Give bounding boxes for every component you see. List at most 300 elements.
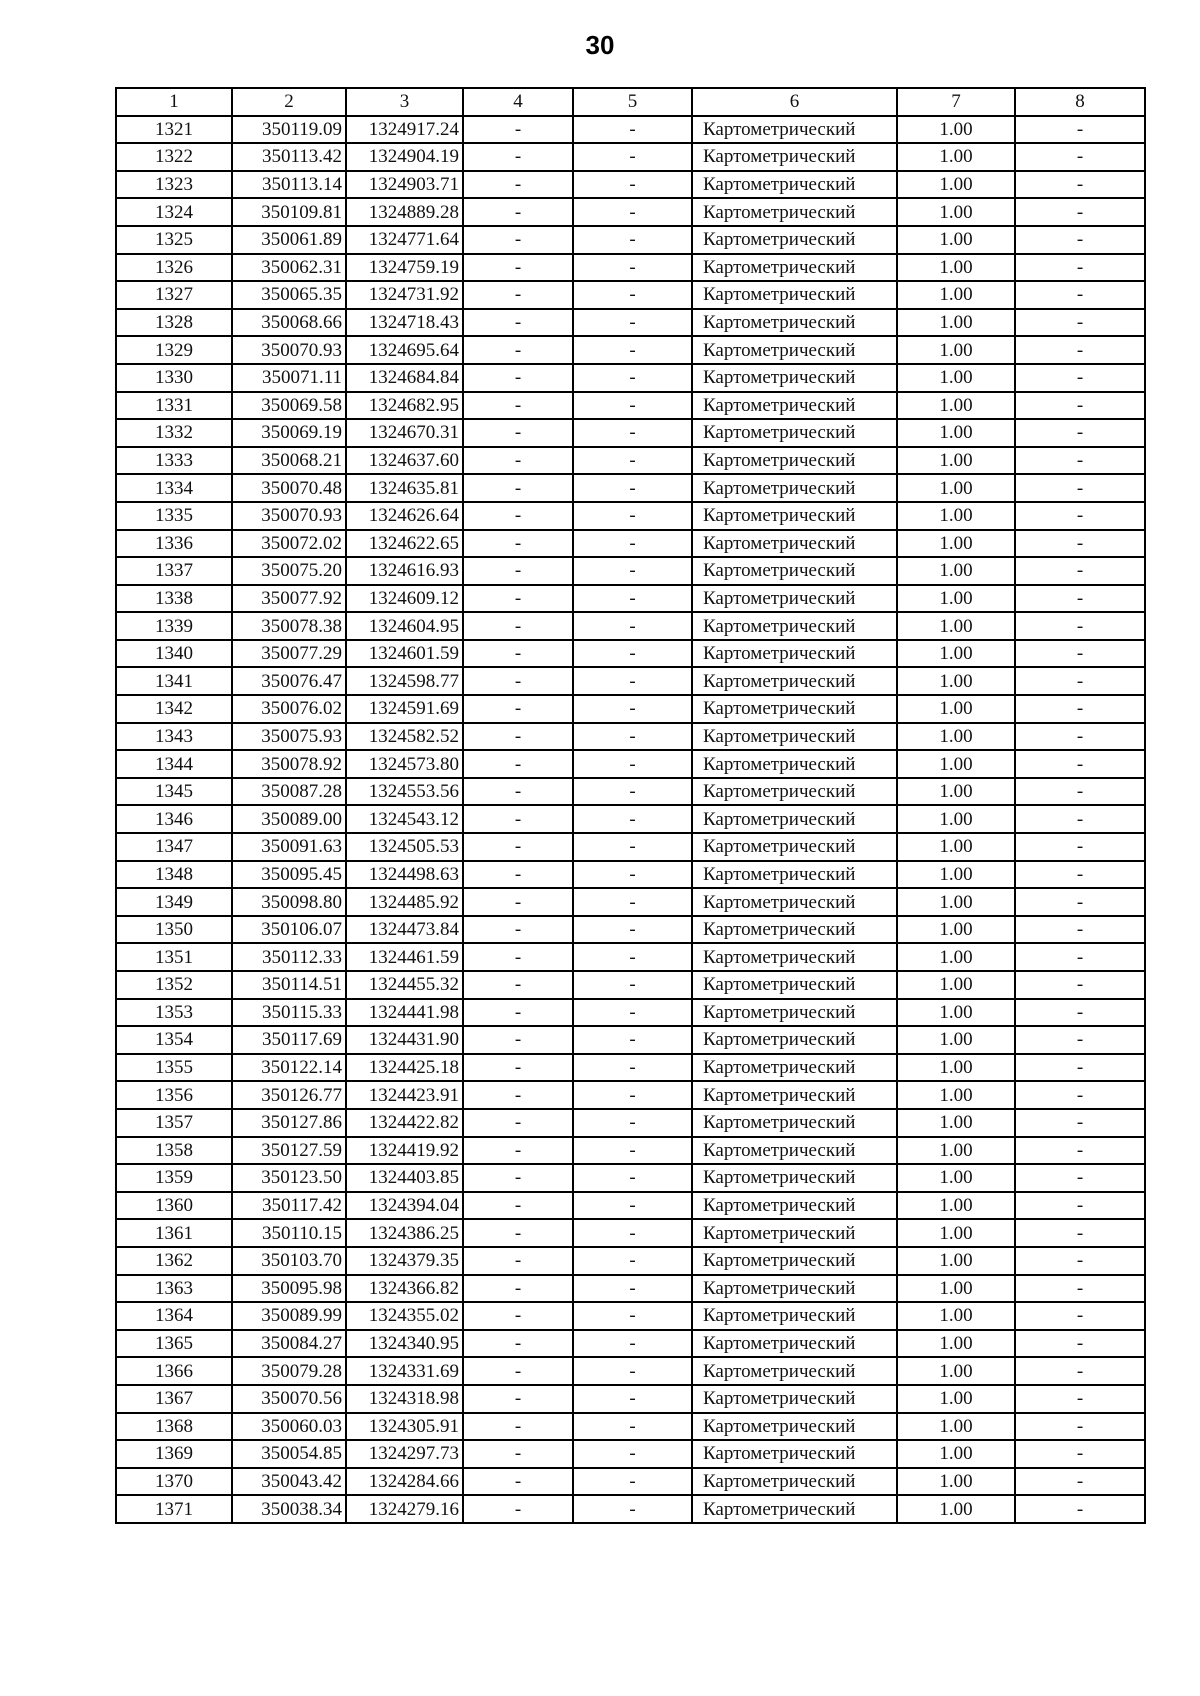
point-number-cell: 1352 — [116, 971, 232, 999]
table-row — [116, 419, 1145, 447]
accuracy-cell: 1.00 — [897, 999, 1015, 1027]
y-coordinate-cell: 1324403.85 — [346, 1164, 463, 1192]
col8-cell: - — [1015, 1385, 1145, 1413]
point-number-cell: 1361 — [116, 1219, 232, 1247]
col5-cell: - — [573, 750, 692, 778]
table-row — [116, 1081, 1145, 1109]
col8-cell: - — [1015, 1275, 1145, 1303]
x-coordinate-cell: 350091.63 — [232, 833, 346, 861]
col4-cell: - — [463, 750, 573, 778]
method-cell: Картометрический — [692, 1081, 897, 1109]
page-number: 30 — [585, 30, 615, 60]
method-cell: Картометрический — [692, 943, 897, 971]
col4-cell: - — [463, 667, 573, 695]
col5-cell: - — [573, 419, 692, 447]
point-number-cell: 1368 — [116, 1413, 232, 1441]
x-coordinate-cell: 350117.69 — [232, 1026, 346, 1054]
col8-cell: - — [1015, 612, 1145, 640]
table-header-row — [116, 88, 1145, 116]
method-cell: Картометрический — [692, 1275, 897, 1303]
col4-cell: - — [463, 392, 573, 420]
x-coordinate-cell: 350095.98 — [232, 1275, 346, 1303]
col4-cell: - — [463, 1137, 573, 1165]
col8-cell: - — [1015, 640, 1145, 668]
method-cell: Картометрический — [692, 116, 897, 144]
method-cell: Картометрический — [692, 1247, 897, 1275]
table-row — [116, 750, 1145, 778]
col5-cell: - — [573, 1164, 692, 1192]
method-cell: Картометрический — [692, 1440, 897, 1468]
col8-cell: - — [1015, 1330, 1145, 1358]
accuracy-cell: 1.00 — [897, 198, 1015, 226]
method-cell: Картометрический — [692, 1054, 897, 1082]
x-coordinate-cell: 350075.20 — [232, 557, 346, 585]
table-row — [116, 226, 1145, 254]
x-coordinate-cell: 350098.80 — [232, 888, 346, 916]
x-coordinate-cell: 350076.47 — [232, 667, 346, 695]
col4-cell: - — [463, 1219, 573, 1247]
accuracy-cell: 1.00 — [897, 1054, 1015, 1082]
point-number-cell: 1350 — [116, 916, 232, 944]
col4-cell: - — [463, 116, 573, 144]
col4-cell: - — [463, 1275, 573, 1303]
col5-cell: - — [573, 1495, 692, 1523]
method-cell: Картометрический — [692, 474, 897, 502]
x-coordinate-cell: 350110.15 — [232, 1219, 346, 1247]
x-coordinate-cell: 350089.00 — [232, 805, 346, 833]
x-coordinate-cell: 350117.42 — [232, 1192, 346, 1220]
x-coordinate-cell: 350072.02 — [232, 530, 346, 558]
accuracy-cell: 1.00 — [897, 530, 1015, 558]
x-coordinate-cell: 350070.48 — [232, 474, 346, 502]
point-number-cell: 1324 — [116, 198, 232, 226]
method-cell: Картометрический — [692, 309, 897, 337]
x-coordinate-cell: 350112.33 — [232, 943, 346, 971]
x-coordinate-cell: 350077.92 — [232, 585, 346, 613]
table-row — [116, 447, 1145, 475]
col8-cell: - — [1015, 667, 1145, 695]
x-coordinate-cell: 350127.59 — [232, 1137, 346, 1165]
col8-cell: - — [1015, 1109, 1145, 1137]
method-cell: Картометрический — [692, 198, 897, 226]
y-coordinate-cell: 1324573.80 — [346, 750, 463, 778]
col8-cell: - — [1015, 1413, 1145, 1441]
col8-cell: - — [1015, 971, 1145, 999]
x-coordinate-cell: 350070.56 — [232, 1385, 346, 1413]
method-cell: Картометрический — [692, 695, 897, 723]
method-cell: Картометрический — [692, 1164, 897, 1192]
table-row — [116, 336, 1145, 364]
point-number-cell: 1329 — [116, 336, 232, 364]
col4-cell: - — [463, 778, 573, 806]
col8-cell: - — [1015, 999, 1145, 1027]
col5-cell: - — [573, 833, 692, 861]
method-cell: Картометрический — [692, 1302, 897, 1330]
y-coordinate-cell: 1324616.93 — [346, 557, 463, 585]
col4-cell: - — [463, 723, 573, 751]
point-number-cell: 1333 — [116, 447, 232, 475]
col5-cell: - — [573, 557, 692, 585]
table-row — [116, 1026, 1145, 1054]
point-number-cell: 1327 — [116, 281, 232, 309]
accuracy-cell: 1.00 — [897, 1495, 1015, 1523]
point-number-cell: 1367 — [116, 1385, 232, 1413]
y-coordinate-cell: 1324553.56 — [346, 778, 463, 806]
y-coordinate-cell: 1324695.64 — [346, 336, 463, 364]
column-header: 2 — [232, 88, 346, 116]
y-coordinate-cell: 1324903.71 — [346, 171, 463, 199]
column-header: 8 — [1015, 88, 1145, 116]
point-number-cell: 1357 — [116, 1109, 232, 1137]
x-coordinate-cell: 350078.38 — [232, 612, 346, 640]
x-coordinate-cell: 350054.85 — [232, 1440, 346, 1468]
table-row — [116, 640, 1145, 668]
method-cell: Картометрический — [692, 171, 897, 199]
x-coordinate-cell: 350043.42 — [232, 1468, 346, 1496]
method-cell: Картометрический — [692, 1330, 897, 1358]
col4-cell: - — [463, 336, 573, 364]
col8-cell: - — [1015, 943, 1145, 971]
table-row — [116, 943, 1145, 971]
x-coordinate-cell: 350038.34 — [232, 1495, 346, 1523]
col5-cell: - — [573, 364, 692, 392]
table-row — [116, 1495, 1145, 1523]
column-header: 3 — [346, 88, 463, 116]
accuracy-cell: 1.00 — [897, 336, 1015, 364]
accuracy-cell: 1.00 — [897, 1413, 1015, 1441]
col4-cell: - — [463, 999, 573, 1027]
col5-cell: - — [573, 1275, 692, 1303]
table-body — [116, 116, 1145, 1523]
col8-cell: - — [1015, 557, 1145, 585]
col8-cell: - — [1015, 1137, 1145, 1165]
method-cell: Картометрический — [692, 392, 897, 420]
method-cell: Картометрический — [692, 1219, 897, 1247]
y-coordinate-cell: 1324582.52 — [346, 723, 463, 751]
table-row — [116, 1357, 1145, 1385]
table-row — [116, 1164, 1145, 1192]
col8-cell: - — [1015, 364, 1145, 392]
accuracy-cell: 1.00 — [897, 447, 1015, 475]
col8-cell: - — [1015, 1495, 1145, 1523]
table-row — [116, 805, 1145, 833]
coordinates-table — [115, 87, 1146, 1524]
point-number-cell: 1330 — [116, 364, 232, 392]
point-number-cell: 1337 — [116, 557, 232, 585]
point-number-cell: 1345 — [116, 778, 232, 806]
point-number-cell: 1353 — [116, 999, 232, 1027]
point-number-cell: 1322 — [116, 143, 232, 171]
accuracy-cell: 1.00 — [897, 1164, 1015, 1192]
point-number-cell: 1339 — [116, 612, 232, 640]
y-coordinate-cell: 1324422.82 — [346, 1109, 463, 1137]
x-coordinate-cell: 350106.07 — [232, 916, 346, 944]
col8-cell: - — [1015, 1247, 1145, 1275]
col5-cell: - — [573, 1440, 692, 1468]
accuracy-cell: 1.00 — [897, 474, 1015, 502]
accuracy-cell: 1.00 — [897, 805, 1015, 833]
point-number-cell: 1326 — [116, 254, 232, 282]
method-cell: Картометрический — [692, 667, 897, 695]
point-number-cell: 1370 — [116, 1468, 232, 1496]
col8-cell: - — [1015, 1440, 1145, 1468]
point-number-cell: 1356 — [116, 1081, 232, 1109]
method-cell: Картометрический — [692, 254, 897, 282]
col5-cell: - — [573, 667, 692, 695]
col8-cell: - — [1015, 281, 1145, 309]
col4-cell: - — [463, 943, 573, 971]
x-coordinate-cell: 350109.81 — [232, 198, 346, 226]
table-row — [116, 999, 1145, 1027]
point-number-cell: 1348 — [116, 861, 232, 889]
accuracy-cell: 1.00 — [897, 1302, 1015, 1330]
col5-cell: - — [573, 999, 692, 1027]
y-coordinate-cell: 1324297.73 — [346, 1440, 463, 1468]
col8-cell: - — [1015, 888, 1145, 916]
point-number-cell: 1351 — [116, 943, 232, 971]
col5-cell: - — [573, 1247, 692, 1275]
accuracy-cell: 1.00 — [897, 750, 1015, 778]
col8-cell: - — [1015, 309, 1145, 337]
table-row — [116, 143, 1145, 171]
accuracy-cell: 1.00 — [897, 1192, 1015, 1220]
col5-cell: - — [573, 1109, 692, 1137]
point-number-cell: 1366 — [116, 1357, 232, 1385]
method-cell: Картометрический — [692, 447, 897, 475]
method-cell: Картометрический — [692, 971, 897, 999]
point-number-cell: 1363 — [116, 1275, 232, 1303]
accuracy-cell: 1.00 — [897, 116, 1015, 144]
point-number-cell: 1332 — [116, 419, 232, 447]
col4-cell: - — [463, 447, 573, 475]
method-cell: Картометрический — [692, 1109, 897, 1137]
table-row — [116, 1385, 1145, 1413]
col8-cell: - — [1015, 1357, 1145, 1385]
col8-cell: - — [1015, 750, 1145, 778]
col5-cell: - — [573, 1413, 692, 1441]
table-row — [116, 281, 1145, 309]
col5-cell: - — [573, 695, 692, 723]
point-number-cell: 1344 — [116, 750, 232, 778]
y-coordinate-cell: 1324425.18 — [346, 1054, 463, 1082]
method-cell: Картометрический — [692, 1413, 897, 1441]
y-coordinate-cell: 1324601.59 — [346, 640, 463, 668]
table-row — [116, 888, 1145, 916]
x-coordinate-cell: 350123.50 — [232, 1164, 346, 1192]
table-row — [116, 916, 1145, 944]
table-row — [116, 1413, 1145, 1441]
x-coordinate-cell: 350103.70 — [232, 1247, 346, 1275]
col5-cell: - — [573, 723, 692, 751]
point-number-cell: 1364 — [116, 1302, 232, 1330]
col4-cell: - — [463, 640, 573, 668]
col5-cell: - — [573, 336, 692, 364]
col4-cell: - — [463, 474, 573, 502]
col4-cell: - — [463, 226, 573, 254]
x-coordinate-cell: 350126.77 — [232, 1081, 346, 1109]
col4-cell: - — [463, 1468, 573, 1496]
method-cell: Картометрический — [692, 778, 897, 806]
col4-cell: - — [463, 1357, 573, 1385]
point-number-cell: 1335 — [116, 502, 232, 530]
point-number-cell: 1338 — [116, 585, 232, 613]
y-coordinate-cell: 1324461.59 — [346, 943, 463, 971]
y-coordinate-cell: 1324505.53 — [346, 833, 463, 861]
y-coordinate-cell: 1324419.92 — [346, 1137, 463, 1165]
col4-cell: - — [463, 1192, 573, 1220]
x-coordinate-cell: 350122.14 — [232, 1054, 346, 1082]
col8-cell: - — [1015, 254, 1145, 282]
table-row — [116, 1137, 1145, 1165]
col4-cell: - — [463, 695, 573, 723]
col5-cell: - — [573, 861, 692, 889]
col8-cell: - — [1015, 778, 1145, 806]
col8-cell: - — [1015, 805, 1145, 833]
method-cell: Картометрический — [692, 612, 897, 640]
col4-cell: - — [463, 1440, 573, 1468]
y-coordinate-cell: 1324731.92 — [346, 281, 463, 309]
y-coordinate-cell: 1324635.81 — [346, 474, 463, 502]
table-row — [116, 723, 1145, 751]
method-cell: Картометрический — [692, 336, 897, 364]
col4-cell: - — [463, 281, 573, 309]
y-coordinate-cell: 1324284.66 — [346, 1468, 463, 1496]
col5-cell: - — [573, 309, 692, 337]
point-number-cell: 1321 — [116, 116, 232, 144]
col5-cell: - — [573, 1192, 692, 1220]
table-row — [116, 309, 1145, 337]
y-coordinate-cell: 1324718.43 — [346, 309, 463, 337]
col4-cell: - — [463, 1413, 573, 1441]
col5-cell: - — [573, 1137, 692, 1165]
y-coordinate-cell: 1324394.04 — [346, 1192, 463, 1220]
y-coordinate-cell: 1324485.92 — [346, 888, 463, 916]
y-coordinate-cell: 1324340.95 — [346, 1330, 463, 1358]
y-coordinate-cell: 1324279.16 — [346, 1495, 463, 1523]
col8-cell: - — [1015, 861, 1145, 889]
y-coordinate-cell: 1324431.90 — [346, 1026, 463, 1054]
col4-cell: - — [463, 833, 573, 861]
method-cell: Картометрический — [692, 750, 897, 778]
col4-cell: - — [463, 530, 573, 558]
method-cell: Картометрический — [692, 833, 897, 861]
point-number-cell: 1343 — [116, 723, 232, 751]
x-coordinate-cell: 350069.19 — [232, 419, 346, 447]
col5-cell: - — [573, 1081, 692, 1109]
col4-cell: - — [463, 585, 573, 613]
col4-cell: - — [463, 1081, 573, 1109]
method-cell: Картометрический — [692, 861, 897, 889]
accuracy-cell: 1.00 — [897, 778, 1015, 806]
point-number-cell: 1341 — [116, 667, 232, 695]
accuracy-cell: 1.00 — [897, 1330, 1015, 1358]
table-row — [116, 530, 1145, 558]
col4-cell: - — [463, 1054, 573, 1082]
method-cell: Картометрический — [692, 557, 897, 585]
accuracy-cell: 1.00 — [897, 392, 1015, 420]
accuracy-cell: 1.00 — [897, 1081, 1015, 1109]
method-cell: Картометрический — [692, 1192, 897, 1220]
col4-cell: - — [463, 805, 573, 833]
x-coordinate-cell: 350127.86 — [232, 1109, 346, 1137]
table-row — [116, 1302, 1145, 1330]
col5-cell: - — [573, 1054, 692, 1082]
x-coordinate-cell: 350087.28 — [232, 778, 346, 806]
x-coordinate-cell: 350062.31 — [232, 254, 346, 282]
table-row — [116, 1275, 1145, 1303]
table-row — [116, 1219, 1145, 1247]
point-number-cell: 1334 — [116, 474, 232, 502]
col8-cell: - — [1015, 723, 1145, 751]
y-coordinate-cell: 1324609.12 — [346, 585, 463, 613]
col4-cell: - — [463, 254, 573, 282]
table-row — [116, 1109, 1145, 1137]
col5-cell: - — [573, 612, 692, 640]
col5-cell: - — [573, 1302, 692, 1330]
accuracy-cell: 1.00 — [897, 667, 1015, 695]
accuracy-cell: 1.00 — [897, 1137, 1015, 1165]
x-coordinate-cell: 350071.11 — [232, 364, 346, 392]
y-coordinate-cell: 1324473.84 — [346, 916, 463, 944]
table-row — [116, 861, 1145, 889]
method-cell: Картометрический — [692, 1385, 897, 1413]
table-row — [116, 971, 1145, 999]
col4-cell: - — [463, 971, 573, 999]
y-coordinate-cell: 1324386.25 — [346, 1219, 463, 1247]
method-cell: Картометрический — [692, 999, 897, 1027]
y-coordinate-cell: 1324759.19 — [346, 254, 463, 282]
col4-cell: - — [463, 309, 573, 337]
col4-cell: - — [463, 557, 573, 585]
x-coordinate-cell: 350075.93 — [232, 723, 346, 751]
col4-cell: - — [463, 1247, 573, 1275]
col4-cell: - — [463, 612, 573, 640]
accuracy-cell: 1.00 — [897, 612, 1015, 640]
col8-cell: - — [1015, 1081, 1145, 1109]
point-number-cell: 1346 — [116, 805, 232, 833]
accuracy-cell: 1.00 — [897, 1275, 1015, 1303]
col4-cell: - — [463, 198, 573, 226]
accuracy-cell: 1.00 — [897, 143, 1015, 171]
col8-cell: - — [1015, 392, 1145, 420]
y-coordinate-cell: 1324441.98 — [346, 999, 463, 1027]
table-row — [116, 364, 1145, 392]
y-coordinate-cell: 1324604.95 — [346, 612, 463, 640]
method-cell: Картометрический — [692, 281, 897, 309]
column-header: 6 — [692, 88, 897, 116]
point-number-cell: 1347 — [116, 833, 232, 861]
y-coordinate-cell: 1324904.19 — [346, 143, 463, 171]
accuracy-cell: 1.00 — [897, 695, 1015, 723]
accuracy-cell: 1.00 — [897, 1219, 1015, 1247]
accuracy-cell: 1.00 — [897, 1385, 1015, 1413]
y-coordinate-cell: 1324379.35 — [346, 1247, 463, 1275]
x-coordinate-cell: 350089.99 — [232, 1302, 346, 1330]
table-row — [116, 667, 1145, 695]
accuracy-cell: 1.00 — [897, 502, 1015, 530]
method-cell: Картометрический — [692, 640, 897, 668]
point-number-cell: 1355 — [116, 1054, 232, 1082]
method-cell: Картометрический — [692, 916, 897, 944]
point-number-cell: 1336 — [116, 530, 232, 558]
x-coordinate-cell: 350068.21 — [232, 447, 346, 475]
method-cell: Картометрический — [692, 226, 897, 254]
x-coordinate-cell: 350119.09 — [232, 116, 346, 144]
y-coordinate-cell: 1324455.32 — [346, 971, 463, 999]
x-coordinate-cell: 350113.42 — [232, 143, 346, 171]
col5-cell: - — [573, 1330, 692, 1358]
column-header: 4 — [463, 88, 573, 116]
